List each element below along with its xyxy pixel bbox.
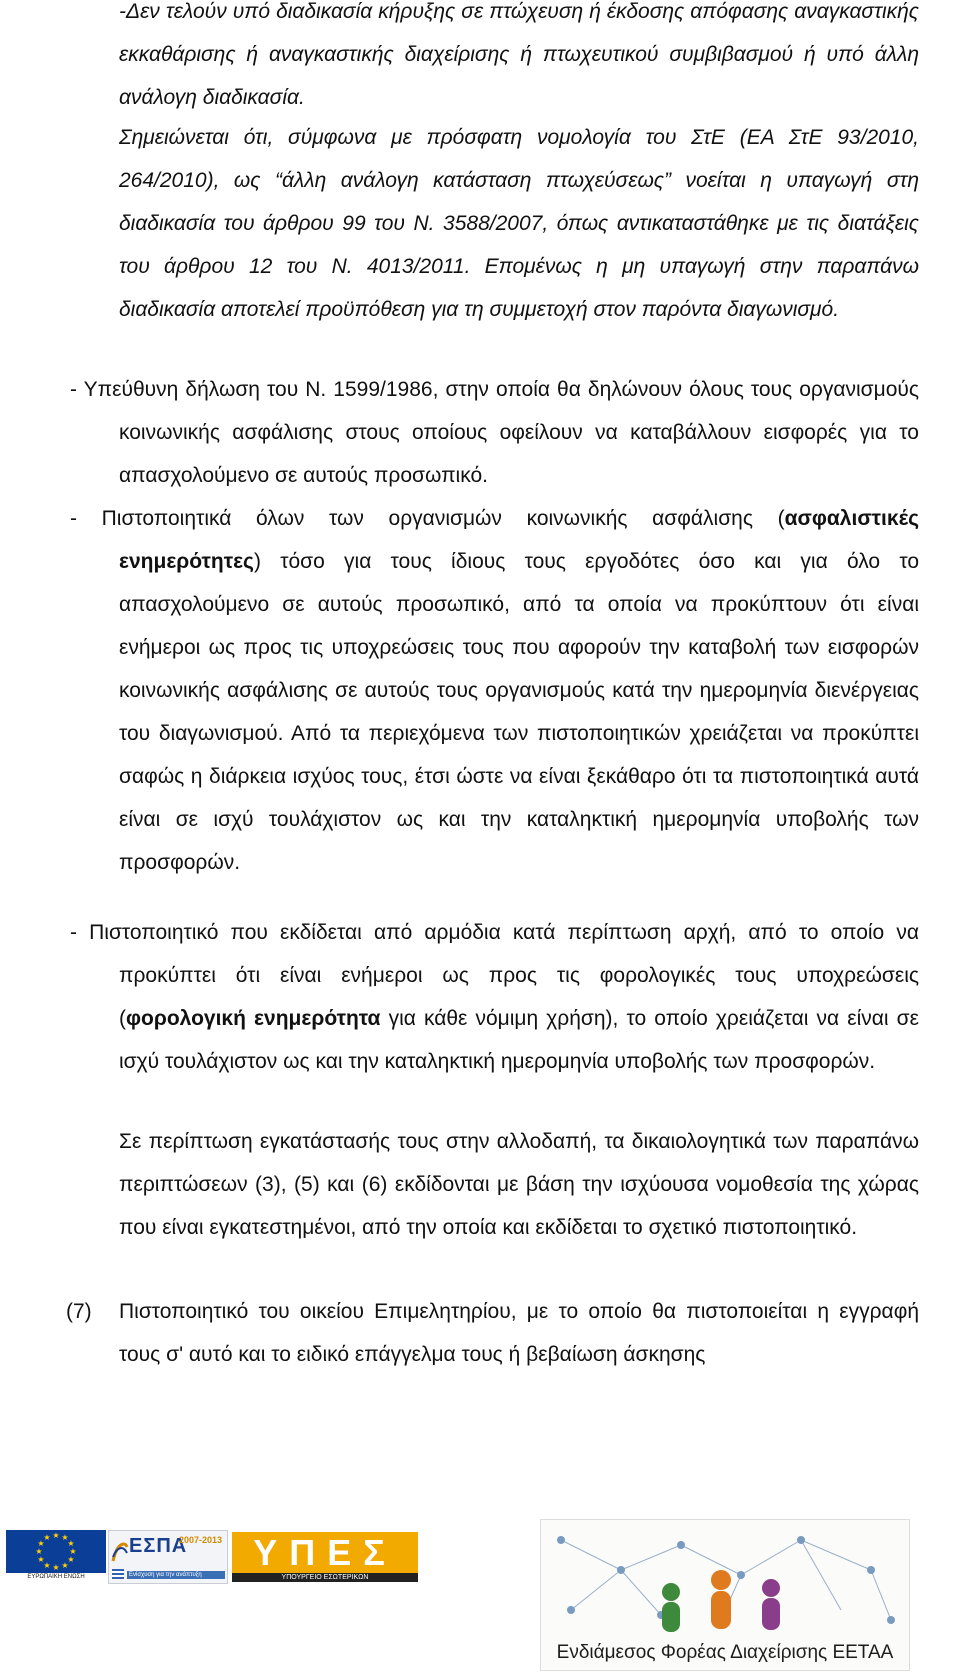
svg-text:★: ★ (52, 1531, 60, 1540)
text-span: - Πιστοποιητικά όλων των οργανισμών κοινωνικής ασφάλισης ( (70, 507, 785, 530)
svg-text:★: ★ (67, 1555, 75, 1564)
bold-term: ασφαλιστικές ενημερότητες (119, 507, 919, 573)
item-number: (7) (66, 1300, 92, 1323)
svg-text:★: ★ (52, 1563, 60, 1572)
espa-swirl-icon (111, 1537, 129, 1567)
greek-flag-icon (112, 1569, 124, 1579)
svg-text:★: ★ (61, 1561, 69, 1570)
footer-logos (0, 1500, 960, 1673)
eu-flag-logo (6, 1530, 106, 1582)
list-item-insurance-certificates (0, 497, 919, 884)
list-item-solemn-declaration: - Υπεύθυνη δήλωση του Ν. 1599/1986, στην οποία θα δηλώνουν όλους τους οργανισμούς κοινωνικής ασφάλισης στους οποίους οφείλουν να καταβάλλουν εισφορές για το απασχολούμενο σε αυτούς προσωπικό. (70, 378, 919, 487)
eetaa-logo (540, 1519, 910, 1671)
svg-text:★: ★ (37, 1555, 45, 1564)
item-text: Πιστοποιητικό του οικείου Επιμελητηρίου, με το οποίο θα πιστοποιείται η εγγραφή τους σ' αυτό και το ειδικό επάγγελμα τους ή βεβαίωση άσκησης (119, 1300, 919, 1366)
ypes-subtitle: ΥΠΟΥΡΓΕΙΟ ΕΣΩΤΕΡΙΚΩΝ (232, 1573, 418, 1582)
svg-text:★: ★ (35, 1547, 43, 1556)
svg-text:★: ★ (43, 1561, 51, 1570)
text-span: ) τόσο για τους ίδιους τους εργοδότες όσο και για όλο το απασχολούμενο σε αυτούς προσωπικό, από τα οποία να προκύπτουν ότι είναι ενήμεροι ως προς τις υποχρεώσεις τους που αφορούν την καταβολή των εισφορών κοινωνικής ασφάλισης σε αυτούς τους οργανισμούς κατά την ημερομηνία διενέργειας του διαγωνισμού. Από τα περιεχόμενα των πιστοποιητικών χρειάζεται να προκύπτει σαφώς η διάρκεια ισχύος τους, έτσι ώστε να είναι ξεκάθαρο ότι τα πιστοποιητικά αυτά είναι σε ισχύ τουλάχιστον ως και την καταληκτική ημερομηνία υποβολής των προσφορών. (119, 550, 919, 874)
svg-text:★: ★ (67, 1539, 75, 1548)
espa-title: ΕΣΠΑ (129, 1535, 188, 1557)
bold-term: φορολογική ενημερότητα (126, 1007, 381, 1030)
svg-text:★: ★ (69, 1547, 77, 1556)
espa-tagline: Ενίσχυση για την ανάπτυξη (127, 1571, 225, 1579)
text-span: - Πιστοποιητικό που εκδίδεται από αρμόδια κατά περίπτωση αρχή, από το οποίο να προκύπτει ότι είναι ενήμεροι ως προς τις φορολογικές τους υποχρεώσεις ( (70, 921, 919, 1030)
paragraph-case-law-note: Σημειώνεται ότι, σύμφωνα με πρόσφατη νομολογία του ΣτΕ (ΕΑ ΣτΕ 93/2010, 264/2010), ως “άλλη ανάλογη κατάσταση πτωχεύσεως” νοείται η υπαγωγή στη διαδικασία του άρθρου 99 του Ν. 3588/2007, όπως αντικαταστάθηκε με τις διατάξεις του άρθρου 12 του Ν. 4013/2011. Επομένως η μη υπαγωγή στην παραπάνω διαδικασία αποτελεί προϋπόθεση για τη συμμετοχή στον παρόντα διαγωνισμό. (119, 126, 919, 321)
svg-text:★: ★ (37, 1539, 45, 1548)
ypes-title: ΥΠΕΣ (253, 1532, 397, 1573)
svg-text:★: ★ (61, 1533, 69, 1542)
list-item-tax-certificate (0, 911, 919, 1083)
text-span: για κάθε νόμιμη χρήση), το οποίο χρειάζεται να είναι σε ισχύ τουλάχιστον ως και την καταληκτική ημερομηνία υποβολής των προσφορών. (119, 1007, 919, 1073)
eu-stars-icon (6, 1530, 106, 1573)
paragraph-foreign-establishment: Σε περίπτωση εγκατάστασής τους στην αλλοδαπή, τα δικαιολογητικά των παραπάνω περιπτώσεων (3), (5) και (6) εκδίδονται με βάση την ισχύουσα νομοθεσία της χώρας που είναι εγκατεστημένοι, από την οποία και εκδίδεται το σχετικό πιστοποιητικό. (119, 1130, 919, 1239)
eu-caption: ΕΥΡΩΠΑΪΚΗ ΕΝΩΣΗ (6, 1573, 106, 1582)
ypes-logo (232, 1532, 418, 1582)
espa-years: 2007-2013 (179, 1535, 223, 1545)
espa-logo (108, 1530, 228, 1584)
eetaa-caption: Ενδιάμεσος Φορέας Διαχείρισης ΕΕΤΑΑ (556, 1642, 894, 1663)
paragraph-bankruptcy-clause (0, 0, 919, 119)
paragraph-text: -Δεν τελούν υπό διαδικασία κήρυξης σε πτώχευση ή έκδοσης απόφασης αναγκαστικής εκκαθάρισης ή αναγκαστικής διαχείρισης ή πτωχευτικού συμβιβασμού ή υπό άλλη ανάλογη διαδικασία. (119, 0, 919, 109)
numbered-item-7 (0, 1290, 919, 1376)
svg-text:★: ★ (43, 1533, 51, 1542)
network-people-icon (541, 1520, 909, 1640)
